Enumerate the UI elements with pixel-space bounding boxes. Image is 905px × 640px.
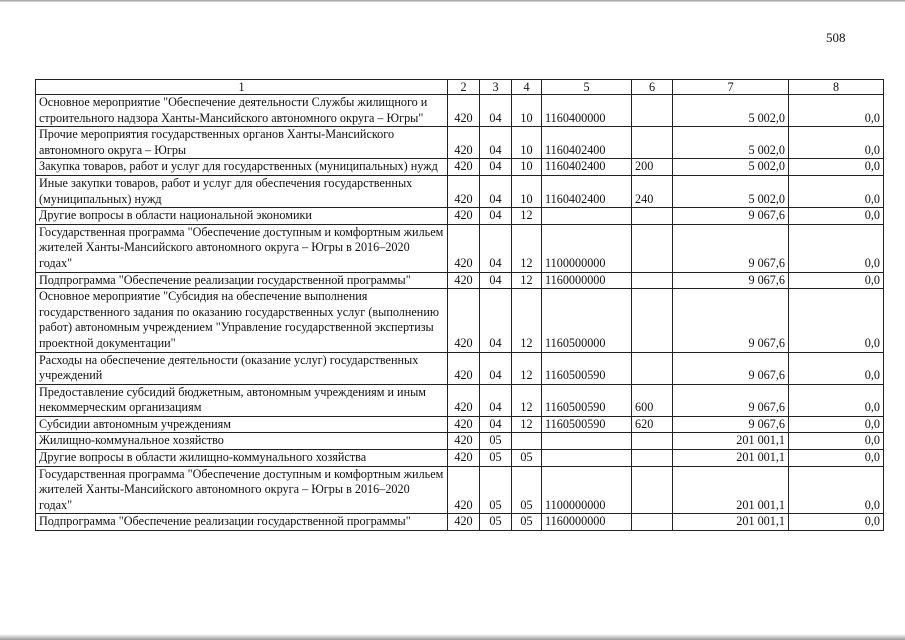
- change-cell: 0,0: [789, 433, 884, 450]
- expense-type-cell: [632, 433, 673, 450]
- section-code-cell: 04: [480, 208, 512, 225]
- amount-cell: 9 067,6: [673, 272, 789, 289]
- target-article-cell: 1160000000: [542, 514, 632, 531]
- amount-cell: 201 001,1: [673, 466, 789, 514]
- item-name-cell: Закупка товаров, работ и услуг для государственных (муниципальных) нужд: [36, 159, 448, 176]
- target-article-cell: 1160500590: [542, 352, 632, 384]
- table-row: [36, 384, 884, 416]
- section-code-cell: 04: [480, 289, 512, 352]
- column-header: 8: [789, 80, 884, 95]
- target-article-cell: 1160402400: [542, 159, 632, 176]
- ministry-code-cell: 420: [448, 208, 480, 225]
- budget-table: [35, 79, 884, 531]
- section-code-cell: 05: [480, 466, 512, 514]
- amount-cell: 9 067,6: [673, 208, 789, 225]
- amount-cell: 201 001,1: [673, 450, 789, 467]
- target-article-cell: 1100000000: [542, 466, 632, 514]
- expense-type-cell: [632, 289, 673, 352]
- column-header: 6: [632, 80, 673, 95]
- item-name-cell: Расходы на обеспечение деятельности (оказание услуг) государственных учреждений: [36, 352, 448, 384]
- table-row: [36, 466, 884, 514]
- ministry-code-cell: 420: [448, 95, 480, 127]
- expense-type-cell: 240: [632, 175, 673, 207]
- item-name-cell: Другие вопросы в области жилищно-коммунального хозяйства: [36, 450, 448, 467]
- section-code-cell: 04: [480, 159, 512, 176]
- section-code-cell: 04: [480, 272, 512, 289]
- table-row: [36, 514, 884, 531]
- target-article-cell: 1160000000: [542, 272, 632, 289]
- table-row: [36, 272, 884, 289]
- target-article-cell: 1100000000: [542, 224, 632, 272]
- item-name-cell: Субсидии автономным учреждениям: [36, 416, 448, 433]
- ministry-code-cell: 420: [448, 272, 480, 289]
- column-header: 2: [448, 80, 480, 95]
- amount-cell: 201 001,1: [673, 433, 789, 450]
- target-article-cell: 1160402400: [542, 175, 632, 207]
- table-row: [36, 159, 884, 176]
- change-cell: 0,0: [789, 175, 884, 207]
- ministry-code-cell: 420: [448, 433, 480, 450]
- table-row: [36, 175, 884, 207]
- ministry-code-cell: 420: [448, 127, 480, 159]
- subsection-code-cell: 10: [512, 175, 542, 207]
- amount-cell: 9 067,6: [673, 416, 789, 433]
- amount-cell: 5 002,0: [673, 175, 789, 207]
- change-cell: 0,0: [789, 384, 884, 416]
- table-row: [36, 352, 884, 384]
- scan-edge-top: [0, 0, 905, 2]
- expense-type-cell: [632, 127, 673, 159]
- section-code-cell: 05: [480, 450, 512, 467]
- item-name-cell: Жилищно-коммунальное хозяйство: [36, 433, 448, 450]
- table-row: [36, 433, 884, 450]
- item-name-cell: Другие вопросы в области национальной экономики: [36, 208, 448, 225]
- table-row: [36, 450, 884, 467]
- expense-type-cell: [632, 95, 673, 127]
- change-cell: 0,0: [789, 272, 884, 289]
- subsection-code-cell: 10: [512, 127, 542, 159]
- change-cell: 0,0: [789, 289, 884, 352]
- ministry-code-cell: 420: [448, 450, 480, 467]
- amount-cell: 201 001,1: [673, 514, 789, 531]
- subsection-code-cell: 05: [512, 466, 542, 514]
- table-row: [36, 416, 884, 433]
- ministry-code-cell: 420: [448, 416, 480, 433]
- subsection-code-cell: 10: [512, 159, 542, 176]
- target-article-cell: 1160400000: [542, 95, 632, 127]
- amount-cell: 5 002,0: [673, 159, 789, 176]
- expense-type-cell: [632, 450, 673, 467]
- item-name-cell: Прочие мероприятия государственных органов Ханты-Мансийского автономного округа – Югры: [36, 127, 448, 159]
- target-article-cell: 1160402400: [542, 127, 632, 159]
- change-cell: 0,0: [789, 514, 884, 531]
- expense-type-cell: 600: [632, 384, 673, 416]
- subsection-code-cell: 12: [512, 224, 542, 272]
- table-row: [36, 127, 884, 159]
- item-name-cell: Государственная программа "Обеспечение доступным и комфортным жильем жителей Ханты-Мансийского автономного округа – Югры в 2016–2020 годах": [36, 224, 448, 272]
- column-header: 3: [480, 80, 512, 95]
- target-article-cell: [542, 208, 632, 225]
- subsection-code-cell: 12: [512, 384, 542, 416]
- change-cell: 0,0: [789, 208, 884, 225]
- page-number: 508: [826, 30, 846, 45]
- item-name-cell: Основное мероприятие "Обеспечение деятельности Службы жилищного и строительного надзора Ханты-Мансийского автономного округа – Югры": [36, 95, 448, 127]
- subsection-code-cell: 10: [512, 95, 542, 127]
- subsection-code-cell: 12: [512, 272, 542, 289]
- amount-cell: 9 067,6: [673, 224, 789, 272]
- amount-cell: 9 067,6: [673, 289, 789, 352]
- expense-type-cell: [632, 224, 673, 272]
- subsection-code-cell: 12: [512, 289, 542, 352]
- change-cell: 0,0: [789, 224, 884, 272]
- ministry-code-cell: 420: [448, 224, 480, 272]
- subsection-code-cell: 12: [512, 416, 542, 433]
- target-article-cell: 1160500590: [542, 384, 632, 416]
- section-code-cell: 04: [480, 416, 512, 433]
- amount-cell: 5 002,0: [673, 127, 789, 159]
- table-header-row: [36, 80, 884, 95]
- amount-cell: 9 067,6: [673, 352, 789, 384]
- change-cell: 0,0: [789, 416, 884, 433]
- subsection-code-cell: 12: [512, 208, 542, 225]
- ministry-code-cell: 420: [448, 384, 480, 416]
- section-code-cell: 04: [480, 384, 512, 416]
- item-name-cell: Подпрограмма "Обеспечение реализации государственной программы": [36, 514, 448, 531]
- expense-type-cell: 620: [632, 416, 673, 433]
- ministry-code-cell: 420: [448, 159, 480, 176]
- scan-edge-bottom: [0, 634, 905, 640]
- column-header: 5: [542, 80, 632, 95]
- subsection-code-cell: [512, 433, 542, 450]
- expense-type-cell: [632, 272, 673, 289]
- ministry-code-cell: 420: [448, 352, 480, 384]
- target-article-cell: 1160500000: [542, 289, 632, 352]
- section-code-cell: 05: [480, 433, 512, 450]
- item-name-cell: Подпрограмма "Обеспечение реализации государственной программы": [36, 272, 448, 289]
- ministry-code-cell: 420: [448, 289, 480, 352]
- expense-type-cell: 200: [632, 159, 673, 176]
- item-name-cell: Основное мероприятие "Субсидия на обеспечение выполнения государственного задания по оказанию государственных услуг (выполнению работ) автономным учреждением "Управление государственной экспертизы проектной документации": [36, 289, 448, 352]
- ministry-code-cell: 420: [448, 466, 480, 514]
- section-code-cell: 04: [480, 224, 512, 272]
- item-name-cell: Государственная программа "Обеспечение доступным и комфортным жильем жителей Ханты-Мансийского автономного округа – Югры в 2016–2020 годах": [36, 466, 448, 514]
- table-row: [36, 208, 884, 225]
- target-article-cell: [542, 450, 632, 467]
- section-code-cell: 04: [480, 352, 512, 384]
- change-cell: 0,0: [789, 450, 884, 467]
- item-name-cell: Иные закупки товаров, работ и услуг для обеспечения государственных (муниципальных) нужд: [36, 175, 448, 207]
- target-article-cell: 1160500590: [542, 416, 632, 433]
- expense-type-cell: [632, 466, 673, 514]
- subsection-code-cell: 12: [512, 352, 542, 384]
- ministry-code-cell: 420: [448, 514, 480, 531]
- table-row: [36, 224, 884, 272]
- change-cell: 0,0: [789, 95, 884, 127]
- expense-type-cell: [632, 352, 673, 384]
- section-code-cell: 04: [480, 127, 512, 159]
- change-cell: 0,0: [789, 466, 884, 514]
- section-code-cell: 04: [480, 175, 512, 207]
- column-header: 1: [36, 80, 448, 95]
- column-header: 7: [673, 80, 789, 95]
- section-code-cell: 05: [480, 514, 512, 531]
- ministry-code-cell: 420: [448, 175, 480, 207]
- change-cell: 0,0: [789, 159, 884, 176]
- section-code-cell: 04: [480, 95, 512, 127]
- table-row: [36, 289, 884, 352]
- target-article-cell: [542, 433, 632, 450]
- amount-cell: 5 002,0: [673, 95, 789, 127]
- table-row: [36, 95, 884, 127]
- subsection-code-cell: 05: [512, 514, 542, 531]
- subsection-code-cell: 05: [512, 450, 542, 467]
- item-name-cell: Предоставление субсидий бюджетным, автономным учреждениям и иным некоммерческим организациям: [36, 384, 448, 416]
- expense-type-cell: [632, 208, 673, 225]
- expense-type-cell: [632, 514, 673, 531]
- column-header: 4: [512, 80, 542, 95]
- change-cell: 0,0: [789, 127, 884, 159]
- amount-cell: 9 067,6: [673, 384, 789, 416]
- change-cell: 0,0: [789, 352, 884, 384]
